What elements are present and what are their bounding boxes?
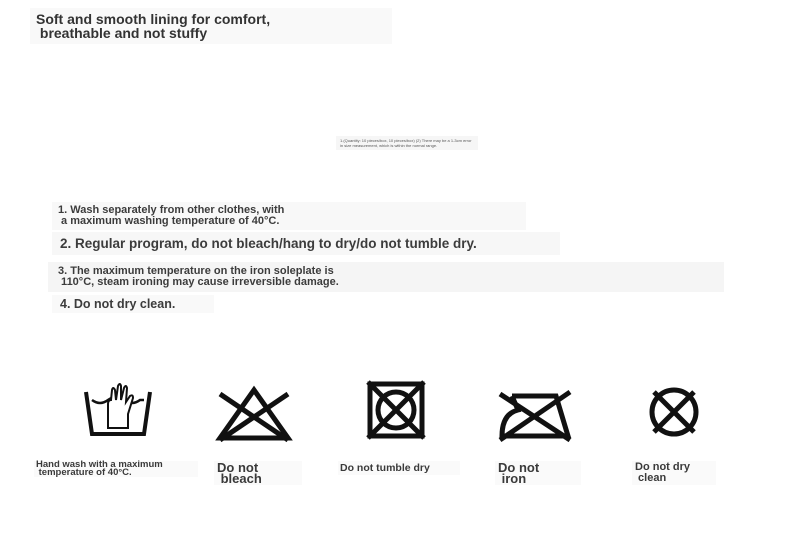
do-not-tumble-dry-icon (356, 376, 436, 448)
headline: Soft and smooth lining for comfort, breathable and not stuffy (30, 8, 392, 44)
instruction-1: 1. Wash separately from other clothes, with a maximum washing temperature of 40°C. (52, 202, 526, 230)
do-not-iron-icon (496, 382, 576, 454)
do-not-bleach-icon (214, 382, 294, 454)
hand-wash-caption: Hand wash with a maximum temperature of 40°C. (34, 461, 198, 477)
fine-print-note: 1.(Quantity: 10 pieces/box, 10 pieces/box) (2) There may be a 1-3cm error in size measurement, which is within the normal range. (336, 136, 478, 150)
instruction-4: 4. Do not dry clean. (52, 295, 214, 313)
do-not-tumble-dry-caption: Do not tumble dry (338, 461, 460, 475)
do-not-iron-caption: Do not iron (495, 461, 581, 485)
do-not-bleach-caption: Do not bleach (214, 461, 302, 485)
do-not-dry-clean-caption: Do not dry clean (632, 461, 716, 485)
instruction-3: 3. The maximum temperature on the iron soleplate is 110°C, steam ironing may cause irreversible damage. (48, 262, 724, 292)
do-not-dry-clean-icon (634, 378, 714, 450)
hand-wash-icon (78, 380, 158, 452)
instruction-2: 2. Regular program, do not bleach/hang to dry/do not tumble dry. (52, 232, 560, 255)
